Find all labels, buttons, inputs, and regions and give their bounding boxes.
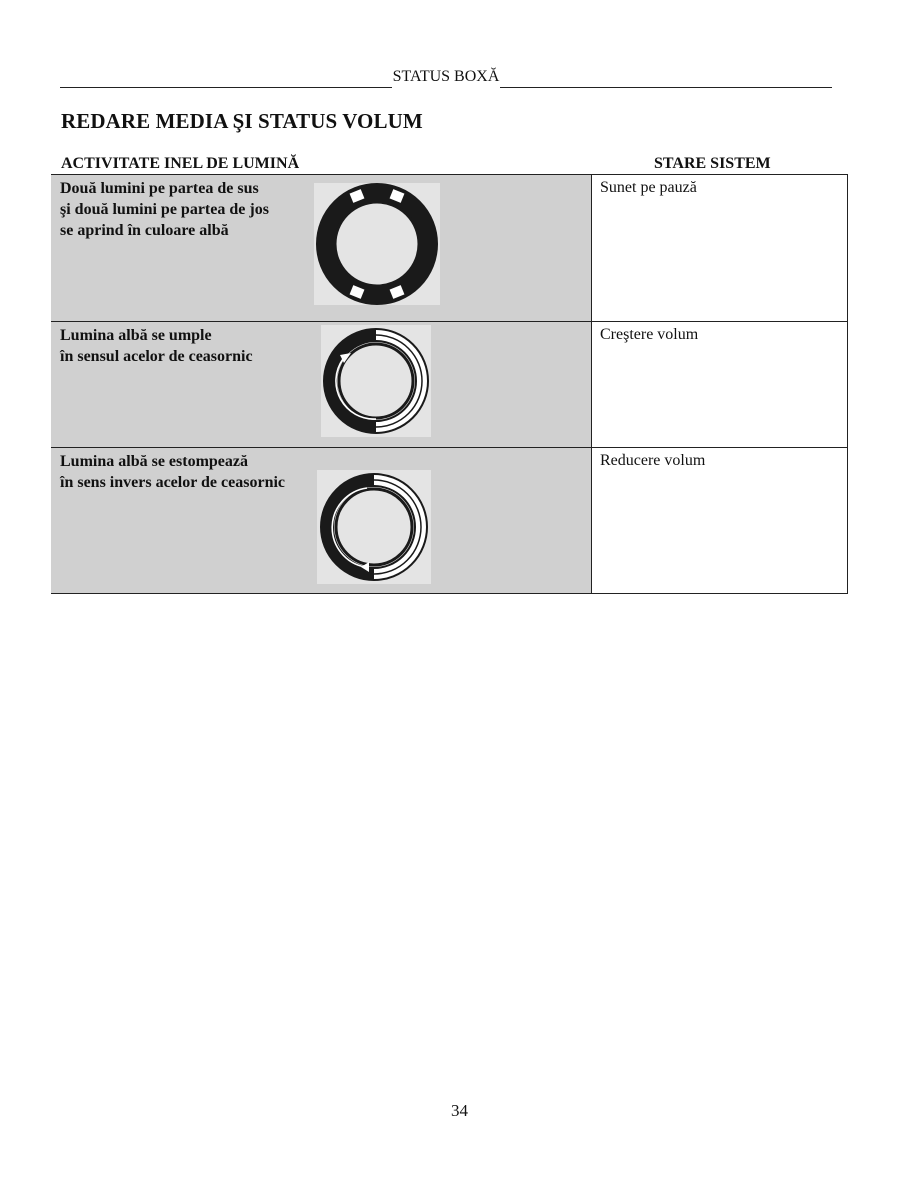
description-line: şi două lumini pe partea de jos: [60, 201, 269, 218]
table-row: [51, 448, 848, 594]
status-table: [51, 174, 848, 594]
light-ring-description: [60, 451, 285, 493]
description-line: în sensul acelor de ceasornic: [60, 348, 253, 365]
light-ring-description: [60, 178, 269, 241]
column-header-system-state: STARE SISTEM: [654, 155, 771, 172]
header-title: STATUS BOXĂ: [392, 68, 500, 85]
description-line: în sens invers acelor de ceasornic: [60, 474, 286, 491]
column-header-light-ring: ACTIVITATE INEL DE LUMINĂ: [61, 155, 300, 172]
section-title: REDARE MEDIA ŞI STATUS VOLUM: [61, 109, 423, 133]
light-ring-cell: [51, 448, 592, 593]
system-state-cell: [592, 175, 848, 321]
description-line: Două lumini pe partea de sus: [60, 180, 259, 197]
light-ring-cell: [51, 175, 592, 321]
header-rule-right: [500, 67, 832, 88]
ring-counterclockwise-fade-icon: [317, 470, 431, 584]
system-state-label: Creştere volum: [600, 326, 699, 343]
header-rule-left: [60, 67, 392, 88]
system-state-cell: [592, 322, 848, 447]
table-row: [51, 175, 848, 322]
page-number: 34: [451, 1101, 468, 1120]
description-line: se aprind în culoare albă: [60, 222, 229, 239]
system-state-label: Reducere volum: [600, 452, 706, 469]
description-line: Lumina albă se estompează: [60, 453, 248, 470]
light-ring-description: [60, 325, 253, 367]
page-header: [60, 66, 832, 88]
ring-four-lights-icon: [314, 183, 440, 305]
light-ring-cell: [51, 322, 592, 447]
ring-clockwise-fill-icon: [321, 325, 431, 437]
system-state-cell: [592, 448, 848, 593]
description-line: Lumina albă se umple: [60, 327, 212, 344]
table-row: [51, 322, 848, 448]
system-state-label: Sunet pe pauză: [600, 179, 697, 196]
